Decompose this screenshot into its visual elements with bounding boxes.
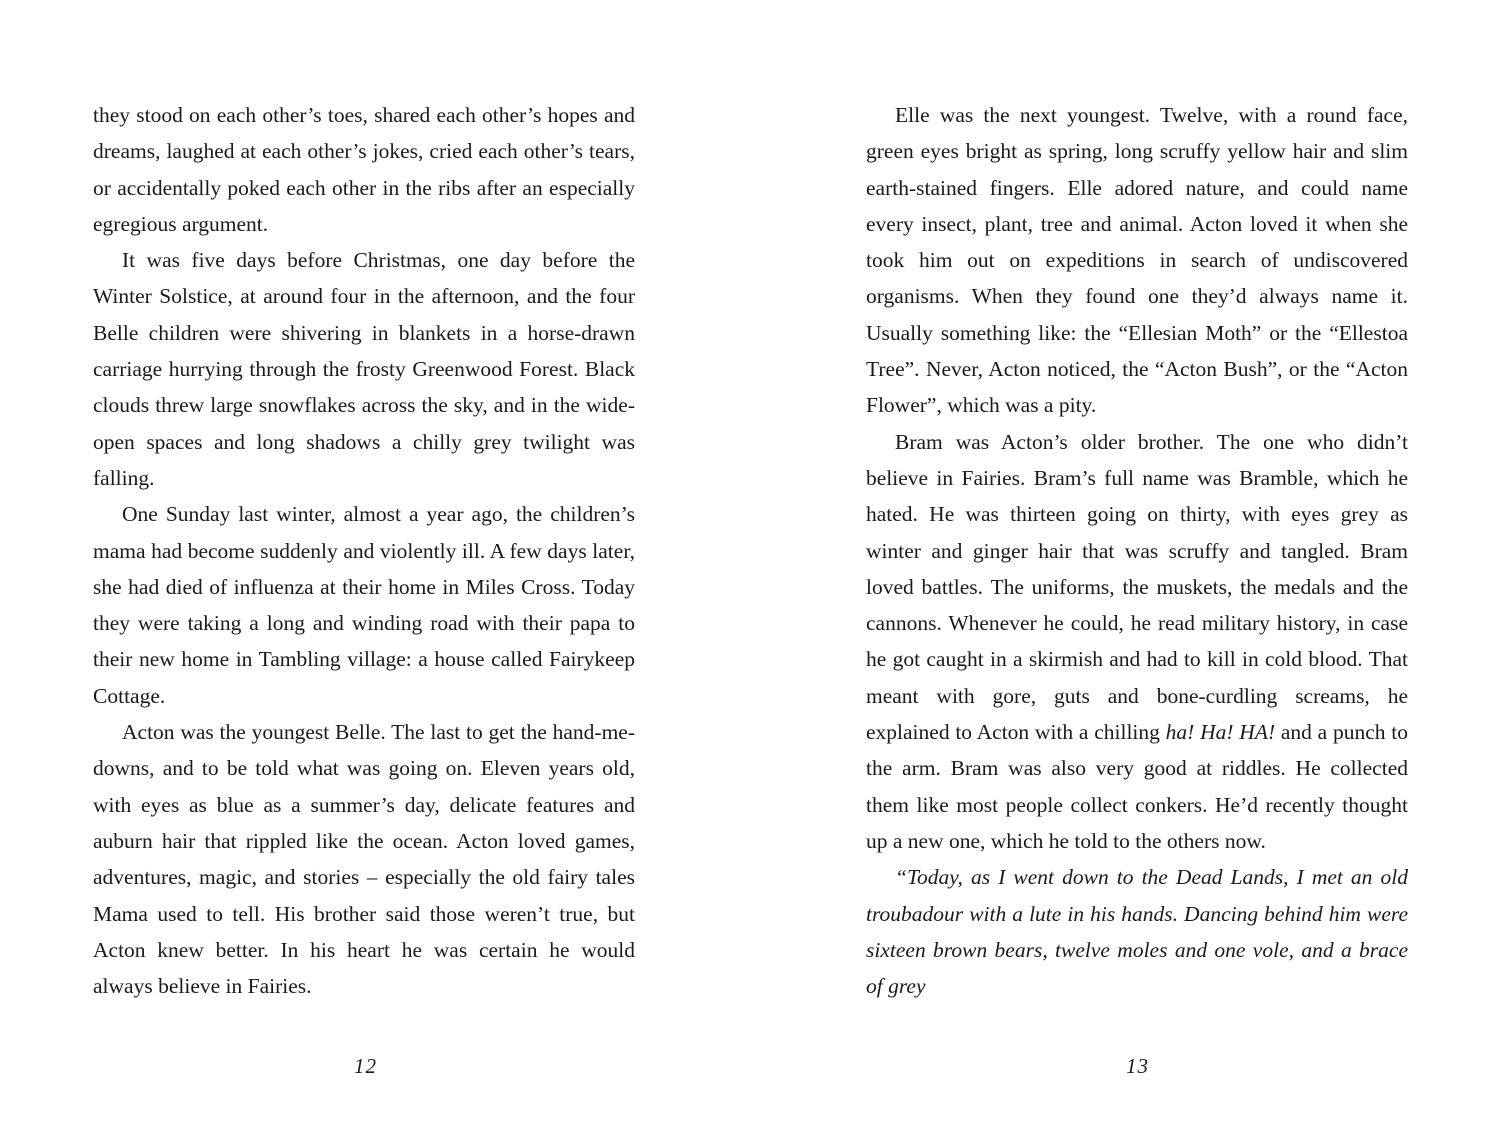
paragraph: Elle was the next youngest. Twelve, with a round face, green eyes bright as spring, long scruffy yellow hair and slim earth-stained fingers. Elle adored nature, and could name every insect, plant, tree and animal. Acton loved it when she took him out on expeditions in search of undiscovered organisms. When they found one they’d always name it. Usually something like: the “Ellesian Moth” or the “Ellestoa Tree”. Never, Acton noticed, the “Acton Bush”, or the “Acton Flower”, which was a pity. bbox=[866, 103, 1408, 418]
left-page-text bbox=[93, 97, 635, 1004]
paragraph: they stood on each other’s toes, shared each other’s hopes and dreams, laughed at each other’s jokes, cried each other’s tears, or accidentally poked each other in the ribs after an especially egregious argument. bbox=[93, 103, 635, 236]
right-page bbox=[750, 0, 1500, 1143]
emphasis-text: ha! Ha! HA! bbox=[1165, 720, 1276, 745]
paragraph-text: Bram was Acton’s older brother. The one who didn’t believe in Fairies. Bram’s full name was Bramble, which he hated. He was thirteen going on thirty, with eyes grey as winter and ginger hair that was scruffy and tangled. Bram loved battles. The uniforms, the muskets, the medals and the cannons. Whenever he could, he read military history, in case he got caught in a skirmish and had to kill in cold blood. That meant with gore, guts and bone-curdling screams, he explained to Acton with a chilling bbox=[866, 429, 1408, 745]
paragraph: It was five days before Christmas, one day before the Winter Solstice, at around four in the afternoon, and the four Belle children were shivering in blankets in a horse-drawn carriage hurrying through the frosty Greenwood Forest. Black clouds threw large snowflakes across the sky, and in the wide-open spaces and long shadows a chilly grey twilight was falling. bbox=[93, 248, 635, 490]
paragraph: Acton was the youngest Belle. The last to get the hand-me-downs, and to be told what was going on. Eleven years old, with eyes as blue as a summer’s day, delicate features and auburn hair that rippled like the ocean. Acton loved games, adventures, magic, and stories – especially the old fairy tales Mama used to tell. His brother said those weren’t true, but Acton knew better. In his heart he was certain he would always believe in Fairies. bbox=[93, 720, 635, 999]
paragraph: One Sunday last winter, almost a year ago, the children’s mama had become suddenly and violently ill. A few days later, she had died of influenza at their home in Miles Cross. Today they were taking a long and winding road with their papa to their new home in Tambling village: a house called Fairykeep Cottage. bbox=[93, 502, 635, 708]
right-page-text bbox=[866, 97, 1408, 1004]
paragraph-text: and a punch to the arm. Bram was also very good at riddles. He collected them like most people collect conkers. He’d recently thought up a new one, which he told to the others now. bbox=[866, 720, 1408, 853]
riddle-paragraph: “Today, as I went down to the Dead Lands, I met an old troubadour with a lute in his hands. Dancing behind him were sixteen brown bears, twelve moles and one vole, and a brace of grey bbox=[866, 865, 1408, 999]
page-number: 13 bbox=[1126, 1054, 1149, 1078]
page-number: 12 bbox=[354, 1054, 377, 1078]
paragraph-bram bbox=[866, 424, 1408, 860]
